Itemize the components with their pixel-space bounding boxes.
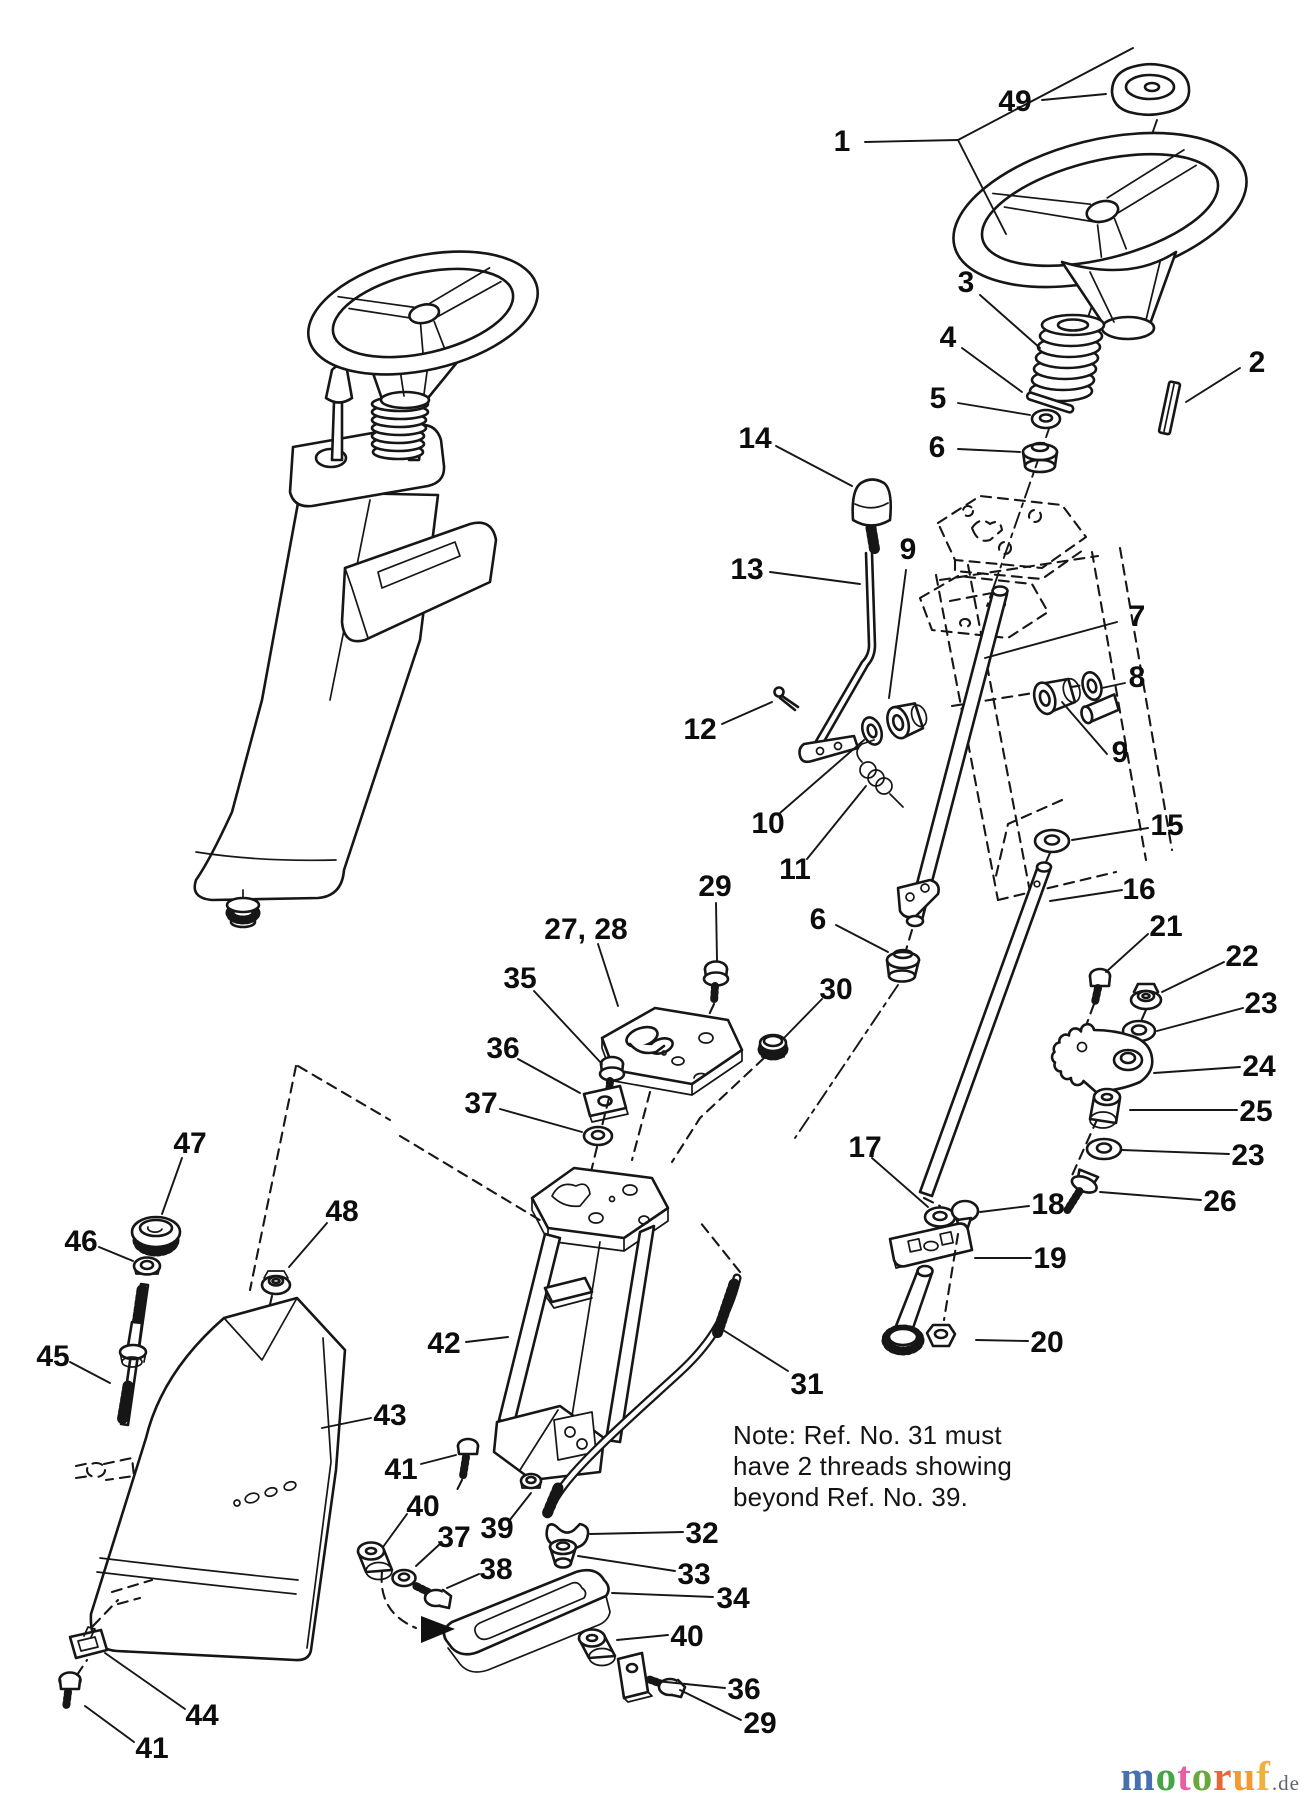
roll-pin <box>1159 381 1181 434</box>
steering-shaft <box>898 587 1008 927</box>
leader-line-38 <box>447 1574 479 1588</box>
callout-36: 36 <box>486 1032 520 1065</box>
watermark-letter: m <box>1120 1753 1156 1799</box>
washer-37-top <box>584 1127 612 1145</box>
bolt-26 <box>1061 1168 1101 1217</box>
callout-48: 48 <box>325 1195 359 1228</box>
callout-36: 36 <box>727 1673 761 1706</box>
callout-13: 13 <box>730 553 764 586</box>
leader-line-6 <box>836 925 888 952</box>
leader-line-48 <box>289 1223 327 1267</box>
leader-line-35 <box>534 991 602 1064</box>
leader-line-15 <box>1072 828 1148 840</box>
shaft-16 <box>920 866 1050 1196</box>
assembled-steering-console <box>195 231 550 927</box>
leader-line-21 <box>1106 934 1148 972</box>
leader-line-24 <box>1154 1067 1240 1073</box>
callout-4: 4 <box>939 321 957 354</box>
flange-nut-22 <box>1131 984 1161 1009</box>
steering-wheel-cap <box>1112 64 1189 115</box>
watermark-letter: o <box>1191 1753 1214 1799</box>
leader-line-4 <box>962 348 1022 392</box>
washer-23-lower <box>1087 1139 1121 1159</box>
leader-line-11 <box>807 786 866 859</box>
leader-line-37 <box>500 1109 582 1132</box>
leader-line-12 <box>722 702 772 724</box>
spacer-25 <box>1090 1089 1120 1128</box>
leader-line-13 <box>770 572 860 584</box>
leader-line-32 <box>590 1532 683 1534</box>
leader-line-29 <box>716 903 717 960</box>
watermark-letter: r <box>1213 1753 1233 1799</box>
callout-39: 39 <box>480 1512 514 1545</box>
callout-27-28: 27, 28 <box>544 913 628 946</box>
screw-41-middle <box>456 1439 478 1492</box>
leader-line-20 <box>976 1340 1028 1341</box>
leader-line-17 <box>872 1158 928 1207</box>
watermark-letter: u <box>1232 1753 1257 1799</box>
leader-line-41 <box>85 1706 134 1742</box>
callout-40: 40 <box>670 1620 704 1653</box>
callout-3: 3 <box>957 266 975 299</box>
cotter-pin <box>775 688 799 711</box>
callout-42: 42 <box>427 1327 461 1360</box>
leader-line-42 <box>466 1337 508 1342</box>
grommet-33 <box>550 1540 576 1568</box>
washer-17 <box>925 1208 955 1227</box>
cap-47 <box>132 1217 180 1252</box>
ghost-bolt <box>76 1458 134 1480</box>
leader-line-18 <box>980 1206 1029 1212</box>
callout-9: 9 <box>899 533 917 566</box>
callout-8: 8 <box>1128 661 1146 694</box>
bolt-29-top <box>704 962 728 1003</box>
steering-spring <box>1030 315 1104 401</box>
watermark-letter: f <box>1256 1753 1271 1799</box>
leader-line-22 <box>1162 962 1224 992</box>
nut-46 <box>134 1258 160 1275</box>
callout-12: 12 <box>683 713 717 746</box>
callout-41: 41 <box>384 1453 418 1486</box>
leader-line-23 <box>1157 1008 1243 1031</box>
plate-19 <box>890 1224 972 1268</box>
callout-18: 18 <box>1031 1188 1065 1221</box>
callout-40: 40 <box>406 1490 440 1523</box>
spacer-40-left <box>358 1543 392 1580</box>
callout-29: 29 <box>743 1707 777 1740</box>
bolt-38 <box>414 1585 451 1608</box>
callout-19: 19 <box>1033 1242 1067 1275</box>
assembly-note <box>733 1420 1033 1513</box>
callout-23: 23 <box>1231 1139 1265 1172</box>
note-line: beyond Ref. No. 39. <box>733 1482 969 1512</box>
leader-line-3 <box>980 295 1040 348</box>
leader-line-26 <box>1100 1192 1201 1200</box>
callout-5: 5 <box>929 382 947 415</box>
leader-line-40 <box>617 1635 668 1640</box>
callout-26: 26 <box>1203 1185 1237 1218</box>
leader-line-5 <box>958 403 1030 415</box>
torsion-spring <box>857 740 903 807</box>
leader-line-40 <box>383 1514 407 1547</box>
callout-24: 24 <box>1242 1050 1276 1083</box>
leader-line-47 <box>162 1158 182 1214</box>
leader-line-8 <box>1102 683 1125 688</box>
callout-9: 9 <box>1111 736 1129 769</box>
square-plate-36 <box>584 1086 628 1122</box>
callout-45: 45 <box>36 1340 70 1373</box>
callout-38: 38 <box>479 1553 513 1586</box>
pivot-bushing-right <box>1031 673 1084 716</box>
callout-1: 1 <box>833 125 851 158</box>
shift-lever <box>800 480 891 762</box>
callout-49: 49 <box>998 85 1032 118</box>
callout-20: 20 <box>1030 1326 1064 1359</box>
watermark-logo <box>1120 1752 1300 1800</box>
note-line: have 2 threads showing <box>733 1451 1013 1481</box>
callout-41: 41 <box>135 1732 169 1765</box>
watermark-suffix: .de <box>1271 1771 1300 1795</box>
leader-line-49 <box>1042 94 1106 100</box>
pivot-bushing-left <box>884 698 931 740</box>
leader-line-6 <box>958 449 1020 452</box>
leader-line-1 <box>865 140 958 142</box>
leader-line-31 <box>723 1330 788 1371</box>
armrest-34 <box>444 1570 610 1672</box>
callout-21: 21 <box>1149 910 1183 943</box>
leader-line-30 <box>784 999 822 1038</box>
nut-20 <box>927 1325 955 1346</box>
leader-line-7 <box>985 622 1117 658</box>
callout-6: 6 <box>928 431 946 464</box>
leader-line-44 <box>105 1653 185 1709</box>
callout-14: 14 <box>738 422 772 455</box>
callout-6: 6 <box>809 903 827 936</box>
callout-7: 7 <box>1128 600 1146 633</box>
washer-37-bottom <box>393 1570 416 1586</box>
callout-16: 16 <box>1122 873 1156 906</box>
pinion-shaft <box>886 1266 933 1351</box>
console-group <box>60 1066 544 1708</box>
callout-2: 2 <box>1248 346 1266 379</box>
leader-line-45 <box>70 1362 110 1383</box>
callout-43: 43 <box>373 1399 407 1432</box>
callout-11: 11 <box>779 853 811 886</box>
note-line: Note: Ref. No. 31 must <box>733 1420 1002 1450</box>
callout-37: 37 <box>464 1087 498 1120</box>
washer-15 <box>1035 830 1069 852</box>
callout-33: 33 <box>677 1558 711 1591</box>
lower-bushing <box>887 930 919 982</box>
leader-line-16 <box>1050 890 1122 901</box>
spacer-40-right <box>579 1630 615 1666</box>
steering-wheel-exploded <box>938 106 1263 339</box>
nut-39 <box>521 1474 541 1488</box>
watermark-letter: o <box>1155 1753 1178 1799</box>
leader-line-2 <box>1186 368 1240 402</box>
callout-46: 46 <box>64 1225 98 1258</box>
leader-line-27-28 <box>598 944 618 1006</box>
callout-30: 30 <box>819 973 853 1006</box>
lever-knob <box>853 480 891 526</box>
callout-44: 44 <box>185 1699 219 1732</box>
callout-15: 15 <box>1150 809 1184 842</box>
leader-line-14 <box>776 446 852 486</box>
tower-42 <box>494 1168 668 1480</box>
callout-31: 31 <box>790 1368 824 1401</box>
callout-17: 17 <box>848 1131 882 1164</box>
leader-line-23 <box>1122 1150 1229 1154</box>
pivot-washer-right <box>1079 670 1104 702</box>
screw-41-bottom <box>60 1660 88 1708</box>
callout-23: 23 <box>1244 987 1278 1020</box>
callout-22: 22 <box>1225 940 1259 973</box>
leader-line-34 <box>612 1593 713 1597</box>
callout-32: 32 <box>685 1517 719 1550</box>
leader-line-33 <box>578 1556 675 1571</box>
mount-plate-group <box>602 962 786 1163</box>
bolt-21 <box>1090 969 1110 1002</box>
callout-29: 29 <box>698 870 732 903</box>
callout-47: 47 <box>173 1127 207 1160</box>
callout-37: 37 <box>437 1521 471 1554</box>
leader-line-41 <box>421 1455 456 1464</box>
leader-line-36 <box>518 1059 580 1093</box>
spring-washer <box>1032 410 1060 428</box>
watermark-letter: t <box>1177 1753 1192 1799</box>
plate-27-28 <box>602 1008 742 1095</box>
callout-25: 25 <box>1239 1095 1273 1128</box>
callout-10: 10 <box>751 807 785 840</box>
armrest-group <box>358 1524 685 1702</box>
tower-group <box>456 1057 740 1514</box>
callout-34: 34 <box>716 1582 750 1615</box>
sector-gear-group <box>1052 969 1161 1217</box>
watermark-word <box>1120 1753 1270 1799</box>
cap-30 <box>760 1035 786 1057</box>
upper-bushing <box>1023 443 1057 472</box>
leader-line-46 <box>99 1247 133 1261</box>
threaded-rod-45 <box>120 1284 148 1425</box>
callout-35: 35 <box>503 962 537 995</box>
leader-line-9 <box>889 570 906 698</box>
